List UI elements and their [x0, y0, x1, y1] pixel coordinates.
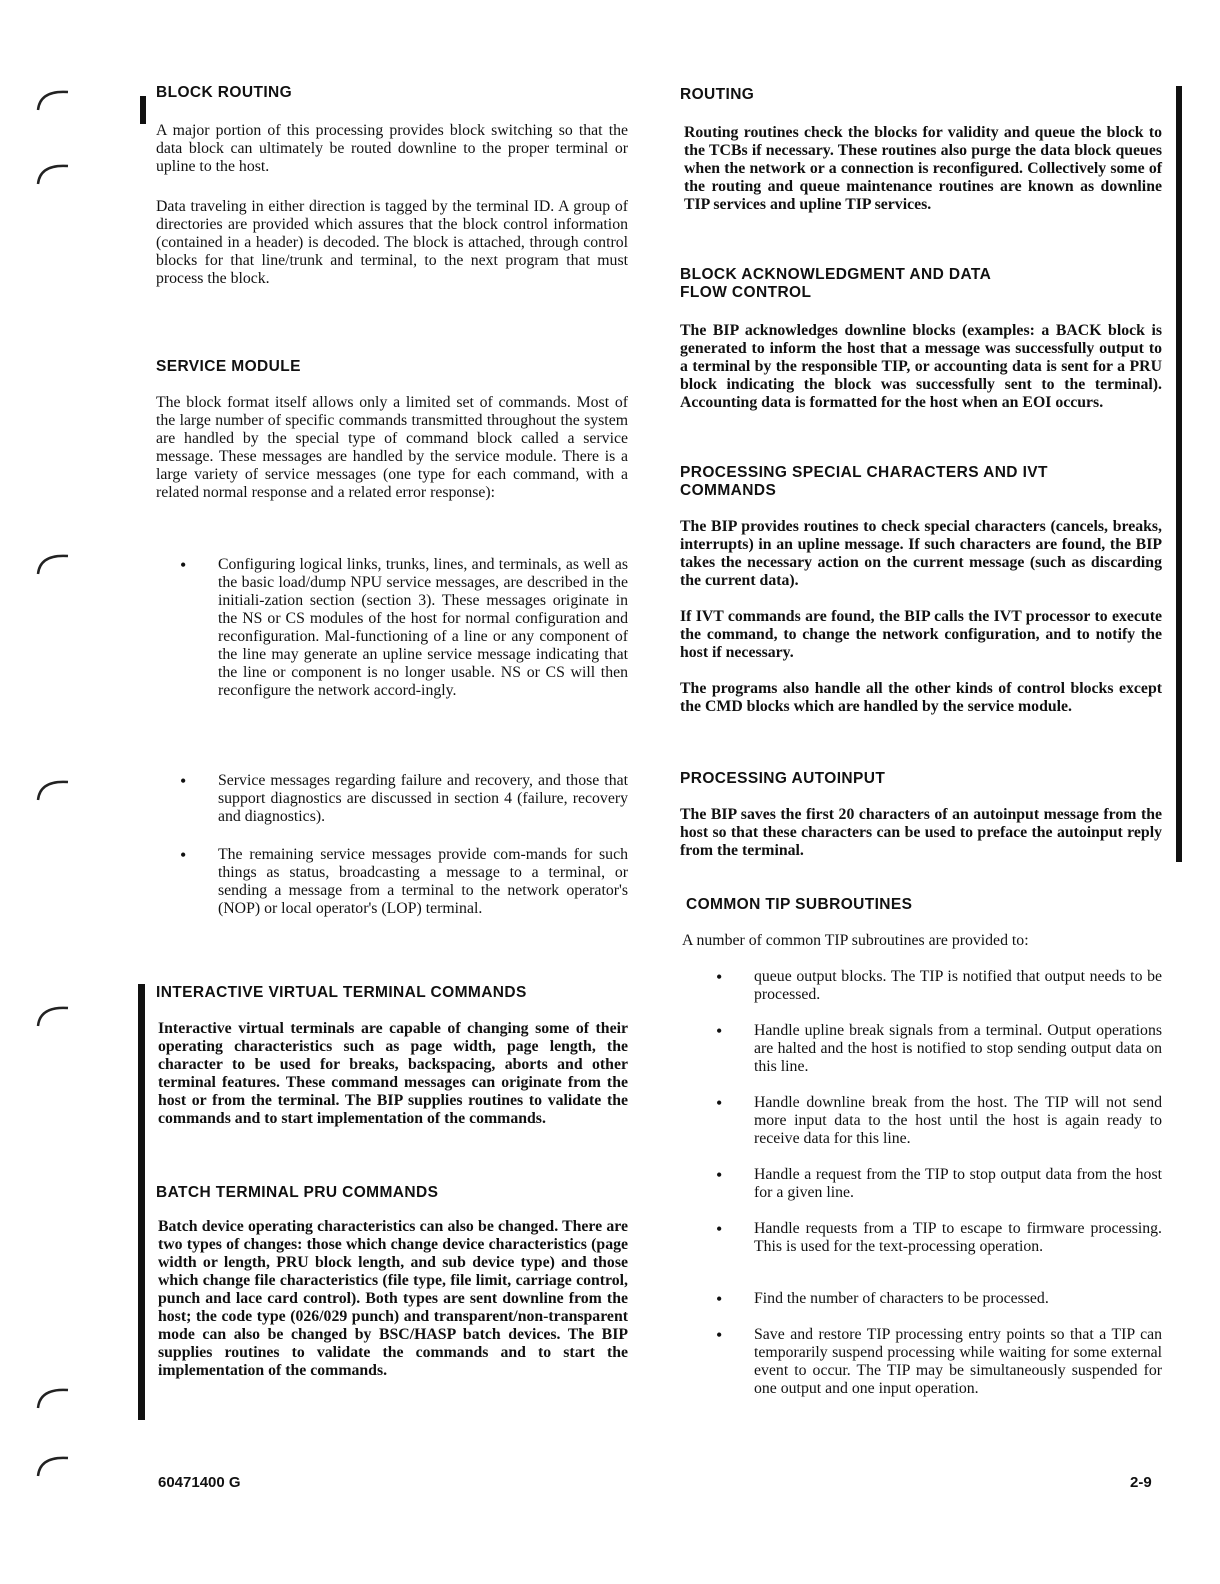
bullet-list: [692, 1022, 1162, 1076]
bullet-list: [692, 1166, 1162, 1202]
binder-hole-mark: [34, 158, 70, 186]
section-heading: BLOCK ROUTING: [156, 84, 293, 101]
paragraph: Data traveling in either direction is tagged by the terminal ID. A group of directories are provided which assures that the block control information (contained in a header) is decoded. The block is attached, through control blocks for that line/trunk and terminal, to the next program that must process the block.: [156, 198, 628, 287]
bullet-list: [156, 846, 628, 918]
list-item: • Configuring logical links, trunks, lines, and terminals, as well as the basic load/dump NPU service messages, are described in the initiali-zation section (section 3). These messages originate in the NS or CS modules of the host for normal configuration and reconfiguration. Mal-functioning of a line or any component of the line may generate an upline service message indicating that the line or component is no longer usable. NS or CS will then reconfigure the network accord-ingly.: [156, 556, 628, 700]
paragraph: If IVT commands are found, the BIP calls the IVT processor to execute the command, to change the network configuration, and to notify the host if necessary.: [680, 608, 1162, 661]
section-heading: INTERACTIVE VIRTUAL TERMINAL COMMANDS: [156, 984, 527, 1001]
binder-hole-mark: [34, 1450, 70, 1478]
section-special-chars: [680, 464, 1162, 500]
section-service-module: [156, 358, 628, 376]
binder-hole-mark: [34, 1382, 70, 1410]
section-common-tip: [686, 896, 1162, 914]
section-heading: BLOCK ACKNOWLEDGMENT AND DATA FLOW CONTROL: [680, 266, 992, 301]
bullet-list: [692, 1326, 1162, 1398]
paragraph: Batch device operating characteristics can also be changed. There are two types of changes: those which change device characteristics (page width or length, PRU block length, and sub device type) and those which change file characteristics (file type, file limit, carriage control, punch and lace card control). Both types are sent downline from the host; the code type (026/029 punch) and transparent/non-transparent mode can also be changed by BSC/HASP batch devices. The BIP supplies routines to validate the commands and to start the implementation of the commands.: [158, 1218, 628, 1379]
list-item: • The remaining service messages provide com-mands for such things as status, broadcasting a message to a terminal, or sending a message from a terminal to the network operator's (NOP) or local operator's (LOP) terminal.: [156, 846, 628, 918]
change-bar: [140, 96, 146, 124]
section-routing: [680, 86, 1162, 104]
section-heading: SERVICE MODULE: [156, 358, 301, 375]
section-batch-pru: [156, 1184, 628, 1202]
paragraph: The BIP saves the first 20 characters of an autoinput message from the host so that these characters can be used to preface the autoinput reply from the terminal.: [680, 806, 1162, 859]
section-block-ack: [680, 266, 1162, 302]
paragraph: The programs also handle all the other kinds of control blocks except the CMD blocks which are handled by the service module.: [680, 680, 1162, 715]
change-bar: [1176, 86, 1182, 862]
paragraph: The BIP provides routines to check special characters (cancels, breaks, interrupts) in an upline message. If such characters are found, the BIP takes the necessary action on the current message (such as discarding the current data).: [680, 518, 1162, 589]
section-ivt-commands: [156, 984, 628, 1002]
paragraph: A number of common TIP subroutines are provided to:: [682, 932, 1029, 949]
paragraph: Routing routines check the blocks for validity and queue the block to the TCBs if necessary. These routines also purge the data block queues when the network or a connection is reconfigured. Collectively some of the routing and queue maintenance routines are known as downline TIP services and upline TIP services.: [684, 124, 1162, 213]
section-heading: ROUTING: [680, 86, 755, 103]
paragraph: The BIP acknowledges downline blocks (examples: a BACK block is generated to inform the host that a message was successfully output to a terminal by the responsible TIP, or accounting data is sent for a PRU block indicating the block was successfully sent to the terminal). Accounting data is formatted for the host when an EOI occurs.: [680, 322, 1162, 411]
list-item: • Service messages regarding failure and recovery, and those that support diagnostics are discussed in section 4 (failure, recovery and diagnostics).: [156, 772, 628, 826]
section-heading: PROCESSING AUTOINPUT: [680, 770, 886, 787]
section-autoinput: [680, 770, 1162, 788]
list-item: • Handle downline break from the host. The TIP will not send more input data to the host until the host is again ready to receive data for this line.: [692, 1094, 1162, 1148]
bullet-list: [156, 556, 628, 700]
list-item: • Handle upline break signals from a terminal. Output operations are halted and the host is notified to stop sending output data on this line.: [692, 1022, 1162, 1076]
list-item: • Save and restore TIP processing entry points so that a TIP can temporarily suspend processing while waiting for some external event to occur. The TIP may be simultaneously suspended for one output and one input operation.: [692, 1326, 1162, 1398]
change-bar: [138, 984, 145, 1420]
list-item: • Handle requests from a TIP to escape to firmware processing. This is used for the text-processing operation.: [692, 1220, 1162, 1256]
binder-hole-mark: [34, 774, 70, 802]
page-number: 2-9: [1130, 1474, 1152, 1491]
section-block-routing: [156, 84, 628, 102]
bullet-list: [692, 1290, 1162, 1308]
section-heading: PROCESSING SPECIAL CHARACTERS AND IVT COMMANDS: [680, 464, 1048, 499]
paragraph: A major portion of this processing provides block switching so that the data block can ultimately be routed downline to the proper terminal or upline to the host.: [156, 122, 628, 175]
list-item: • Handle a request from the TIP to stop output data from the host for a given line.: [692, 1166, 1162, 1202]
paragraph: The block format itself allows only a limited set of commands. Most of the large number of specific commands transmitted throughout the system are handled by the special type of command block called a service message. These messages are handled by the service module. There is a large variety of service messages (one type for each command, with a related normal response and a related error response):: [156, 394, 628, 501]
binder-hole-mark: [34, 84, 70, 112]
bullet-list: [692, 1220, 1162, 1256]
document-number: 60471400 G: [158, 1474, 241, 1491]
binder-hole-mark: [34, 1000, 70, 1028]
bullet-list: [692, 968, 1162, 1004]
list-item: • queue output blocks. The TIP is notified that output needs to be processed.: [692, 968, 1162, 1004]
section-heading: BATCH TERMINAL PRU COMMANDS: [156, 1184, 439, 1201]
list-item: • Find the number of characters to be processed.: [692, 1290, 1162, 1308]
bullet-list: [692, 1094, 1162, 1148]
paragraph: Interactive virtual terminals are capable of changing some of their operating characteristics such as page width, page length, the character to be used for breaks, backspacing, aborts and other terminal features. These command messages can originate from the host or from the terminal. The BIP supplies routines to validate the commands and to start implementation of the commands.: [158, 1020, 628, 1127]
binder-hole-mark: [34, 548, 70, 576]
bullet-list: [156, 772, 628, 826]
section-heading: COMMON TIP SUBROUTINES: [686, 896, 913, 913]
